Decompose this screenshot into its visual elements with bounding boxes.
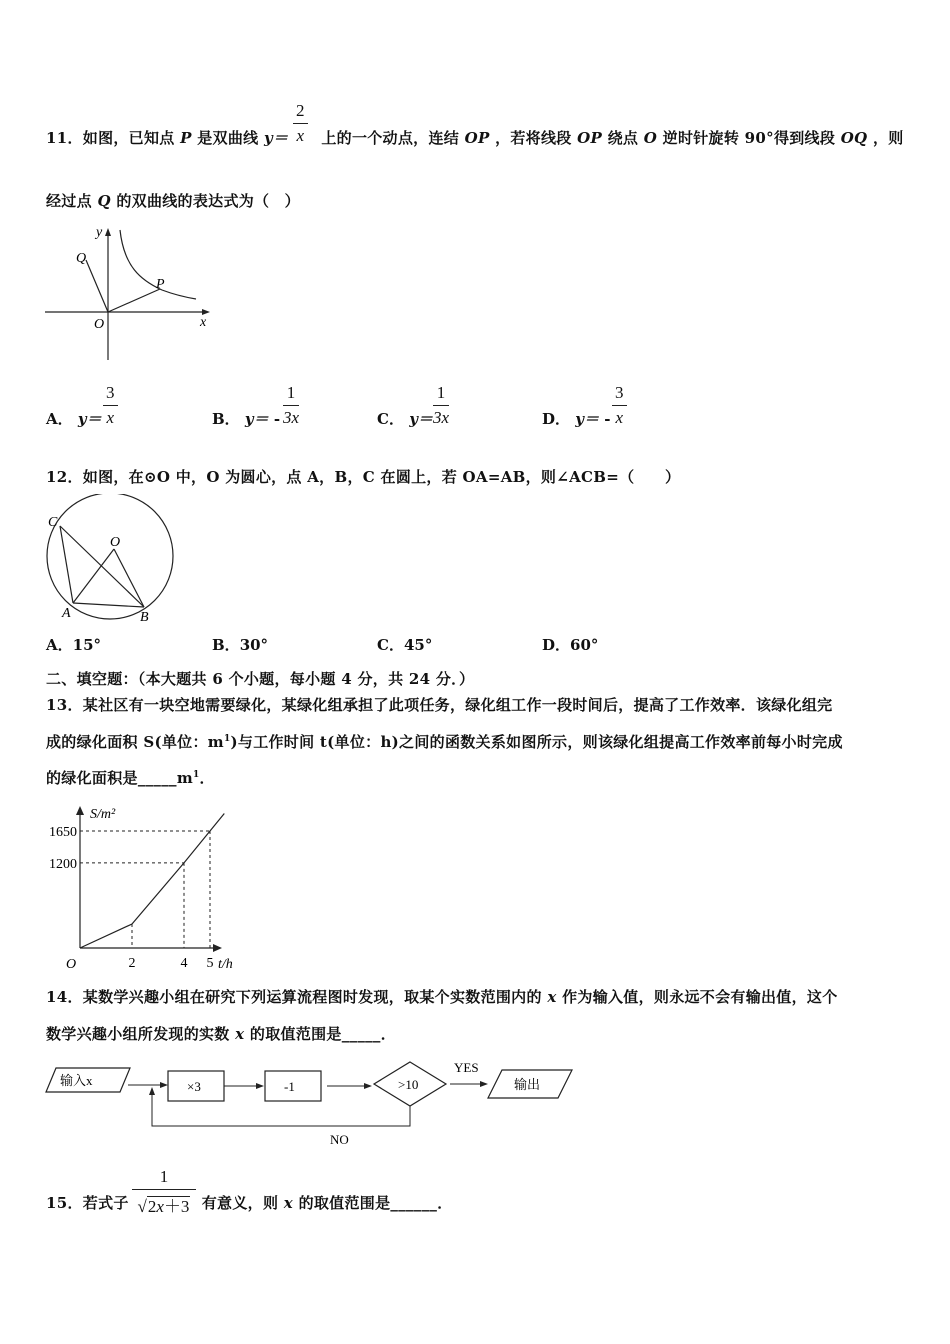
label-O: O xyxy=(94,317,105,332)
denominator: x xyxy=(296,126,305,145)
radical-sign-icon: √ xyxy=(137,1197,147,1216)
q12-figure xyxy=(44,494,176,624)
numerator: 3 xyxy=(612,383,627,406)
option-value: 15° xyxy=(72,636,102,654)
output-label: 输出 xyxy=(514,1077,541,1092)
option-label: B． xyxy=(212,636,240,654)
denominator: 3x xyxy=(283,408,300,427)
x-tick-label: 5 xyxy=(206,956,214,971)
text: 的双曲线的表达式为（ ） xyxy=(116,192,300,210)
q14-line1 xyxy=(46,986,838,1007)
q11-option-B[interactable] xyxy=(212,408,280,429)
x-tick-label: 2 xyxy=(128,956,136,971)
q12-option-A[interactable] xyxy=(46,634,101,655)
arrow-head xyxy=(160,1082,168,1088)
label-A: A xyxy=(62,606,71,621)
q11-fraction-2-over-x xyxy=(293,101,308,146)
text: 绕点 xyxy=(607,129,639,147)
q11-option-B-fraction xyxy=(283,383,299,428)
text: 逆时针旋转 90°得到线段 xyxy=(662,129,836,147)
var-x: x xyxy=(547,988,557,1006)
arrow-head xyxy=(364,1083,372,1089)
radicand-const: ＋3 xyxy=(163,1197,190,1216)
text: 的取值范围是 xyxy=(298,1194,391,1212)
segment-OB xyxy=(114,549,144,607)
q15-fraction xyxy=(132,1167,196,1217)
segment-OQ xyxy=(86,260,108,312)
superscript: 1 xyxy=(192,770,200,780)
answer-blank[interactable]: _____ xyxy=(137,769,177,787)
option-label: C． xyxy=(377,410,404,428)
circle-O xyxy=(47,494,173,619)
option-label: A． xyxy=(46,636,73,654)
q14-flowchart xyxy=(44,1054,584,1150)
segment-OA xyxy=(73,549,114,603)
numerator: 1 xyxy=(433,383,449,406)
option-lhs: y＝ xyxy=(77,410,102,428)
q13-line1: 13．某社区有一块空地需要绿化，某绿化组承担了此项任务，绿化组工作一段时间后，提高了工作效率．该绿化组完 xyxy=(46,696,833,714)
label-y: y xyxy=(96,225,103,240)
q11-option-C[interactable] xyxy=(377,408,433,429)
segment-AB xyxy=(73,603,144,607)
yes-label: YES xyxy=(454,1060,479,1075)
text: 有意义，则 xyxy=(201,1194,279,1212)
text: 数学兴趣小组所发现的实数 xyxy=(46,1025,230,1043)
condition-label: >10 xyxy=(398,1077,419,1092)
times3-label: ×3 xyxy=(187,1079,201,1094)
arrow-head xyxy=(256,1083,264,1089)
y-tick-label: 1650 xyxy=(49,825,77,841)
option-label: D． xyxy=(542,636,571,654)
var-P: P xyxy=(180,129,192,147)
minus1-label: -1 xyxy=(284,1079,295,1094)
radicand-coef: 2 xyxy=(147,1197,157,1216)
denominator: x xyxy=(106,408,115,427)
numerator: 2 xyxy=(293,101,308,124)
label-B: B xyxy=(140,610,149,624)
numerator: 1 xyxy=(132,1167,196,1190)
q11-stem-line1 xyxy=(46,127,904,148)
q15-line xyxy=(46,1192,453,1213)
text: ． xyxy=(199,769,215,787)
text: 经过点 xyxy=(46,192,92,210)
q13-chart xyxy=(38,798,248,974)
option-sign: - xyxy=(604,410,611,428)
text: 15．若式子 xyxy=(46,1194,129,1212)
label-x: x xyxy=(200,315,207,330)
text: 上的一个动点，连结 xyxy=(321,129,460,147)
loop-line xyxy=(152,1092,410,1126)
option-value: 45° xyxy=(403,636,433,654)
var-OP: OP xyxy=(464,129,490,147)
q12-option-D[interactable] xyxy=(542,634,598,655)
input-label: 输入x xyxy=(60,1073,93,1088)
y-tick-label: 1200 xyxy=(49,856,77,872)
q13-line3 xyxy=(46,767,215,788)
label-Q: Q xyxy=(76,251,87,266)
denominator: x xyxy=(615,408,624,427)
text: 作为输入值，则永远不会有输出值，这个 xyxy=(562,988,838,1006)
q11-figure xyxy=(40,222,220,364)
numerator: 3 xyxy=(103,383,118,406)
segment-CA xyxy=(60,526,73,603)
option-value: 60° xyxy=(570,636,599,654)
radicand-var: x xyxy=(156,1197,164,1216)
q11-option-C-fraction xyxy=(433,383,449,428)
q11-option-D[interactable] xyxy=(542,408,610,429)
segment-CB xyxy=(60,526,144,607)
numerator: 1 xyxy=(283,383,299,406)
option-label: A． xyxy=(46,410,73,428)
text: 成的绿化面积 S(单位：m xyxy=(46,733,224,751)
var-Q: Q xyxy=(97,192,111,210)
text: ． xyxy=(380,1025,397,1043)
radical xyxy=(132,1190,196,1217)
var-x: x xyxy=(235,1025,245,1043)
text: )与工作时间 t(单位：h)之间的函数关系如图所示，则该绿化组提高工作效率前每小时完成 xyxy=(230,733,843,751)
var-OQ: OQ xyxy=(840,129,868,147)
option-value: 30° xyxy=(239,636,269,654)
q11-option-A-fraction xyxy=(103,383,118,428)
text: ． xyxy=(437,1194,453,1212)
q12-option-C[interactable] xyxy=(377,634,432,655)
q11-option-A[interactable] xyxy=(46,408,102,429)
denominator: 3x xyxy=(433,408,450,427)
option-label: D． xyxy=(542,410,571,428)
answer-blank[interactable]: _____ xyxy=(341,1025,381,1043)
origin-label: O xyxy=(66,957,77,972)
y-axis-arrow xyxy=(76,806,84,815)
label-P: P xyxy=(156,277,165,292)
x-axis-label: t/h xyxy=(218,957,233,972)
var-x: x xyxy=(283,1194,294,1212)
text: 的绿化面积是 xyxy=(46,769,138,787)
q11-stem-line2 xyxy=(46,190,300,211)
y-equals: y＝ xyxy=(263,129,289,147)
option-sign: - xyxy=(273,410,281,428)
text: 11．如图，已知点 xyxy=(46,129,175,147)
q14-line2 xyxy=(46,1023,396,1044)
label-C: C xyxy=(48,515,58,530)
loop-arrow-head xyxy=(149,1087,155,1095)
no-label: NO xyxy=(330,1132,349,1147)
text: ，则 xyxy=(872,129,904,147)
var-O: O xyxy=(643,129,658,147)
option-lhs: y＝ xyxy=(409,410,433,428)
section-2-heading: 二、填空题：（本大题共 6 个小题，每小题 4 分，共 24 分．） xyxy=(46,670,475,688)
var-OP: OP xyxy=(577,129,603,147)
text: 是双曲线 xyxy=(197,129,259,147)
label-O: O xyxy=(110,535,121,550)
option-lhs: y＝ xyxy=(575,410,599,428)
segment-OP xyxy=(108,289,160,312)
option-lhs: y＝ xyxy=(244,410,269,428)
q12-stem: 12．如图，在⊙O 中，O 为圆心，点 A，B，C 在圆上，若 OA=AB，则∠ACB=（ ） xyxy=(46,468,681,486)
text: 14．某数学兴趣小组在研究下列运算流程图时发现，取某个实数范围内的 xyxy=(46,988,542,1006)
q12-option-B[interactable] xyxy=(212,634,268,655)
radicand xyxy=(147,1196,191,1216)
q13-line2 xyxy=(46,731,843,752)
text: m xyxy=(176,769,193,787)
option-label: B． xyxy=(212,410,240,428)
superscript: 1 xyxy=(223,734,231,744)
answer-blank[interactable]: ______ xyxy=(390,1194,438,1212)
text: ，若将线段 xyxy=(495,129,572,147)
text: 的取值范围是 xyxy=(249,1025,342,1043)
x-axis-arrow xyxy=(213,944,222,952)
y-axis-arrow xyxy=(105,228,111,236)
series-line xyxy=(80,813,224,948)
option-label: C． xyxy=(377,636,404,654)
q11-option-D-fraction xyxy=(612,383,627,428)
x-tick-label: 4 xyxy=(180,956,188,971)
arrow-head xyxy=(480,1081,488,1087)
chart-marks xyxy=(49,813,224,971)
y-axis-label: S/m² xyxy=(90,807,116,822)
